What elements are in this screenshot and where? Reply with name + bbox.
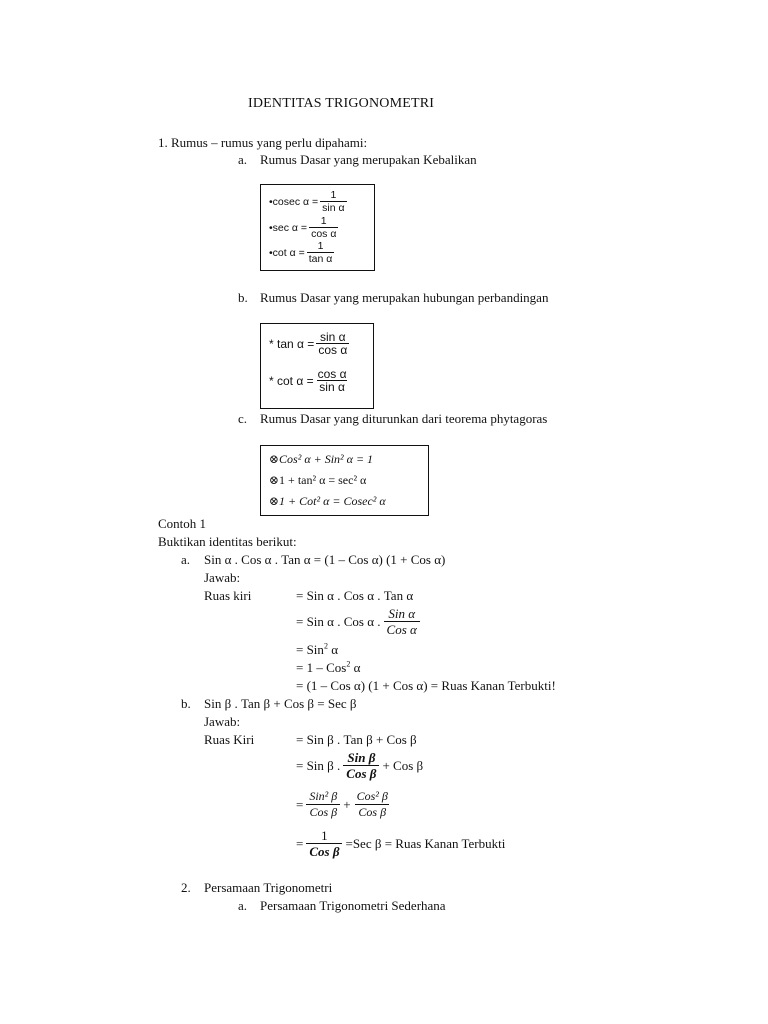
item-b-text: Rumus Dasar yang merupakan hubungan perbandingan xyxy=(260,290,549,305)
example-a-step5: = (1 – Cos α) (1 + Cos α) = Ruas Kanan Terbukti! xyxy=(296,678,556,693)
section-2-a-label: a. xyxy=(238,898,248,913)
example-b-label: b. xyxy=(181,696,191,711)
example-heading: Contoh 1 xyxy=(158,516,207,531)
formula-box-ratio xyxy=(260,323,374,409)
page-title: IDENTITAS TRIGONOMETRI xyxy=(248,96,435,111)
example-a-label: a. xyxy=(181,552,191,567)
example-intro: Buktikan identitas berikut: xyxy=(158,534,297,549)
example-a-statement: Sin α . Cos α . Tan α = (1 – Cos α) (1 + Cos α) xyxy=(204,552,446,567)
item-a-text: Rumus Dasar yang merupakan Kebalikan xyxy=(260,152,477,167)
example-b-step4: = 1 Cos β =Sec β = Ruas Kanan Terbukti xyxy=(296,828,506,859)
example-a-step2: = Sin α . Cos α . Sin α Cos α xyxy=(296,606,423,637)
formula-cot: •cot α = $\frac{1}{\text{tan α}}$ xyxy=(269,240,333,265)
item-b-label: b. xyxy=(238,290,248,305)
item-c-label: c. xyxy=(238,411,248,426)
example-b-ruas: Ruas Kiri xyxy=(204,732,255,747)
section-2-heading: Persamaan Trigonometri xyxy=(204,880,333,895)
formula-pyth-3: ⊗1 + Cot² α = Cosec² α xyxy=(269,494,386,508)
item-a-label: a. xyxy=(238,152,248,167)
section-1-heading: 1. Rumus – rumus yang perlu dipahami: xyxy=(158,135,368,150)
formula-tan: * tan α = $\frac{\text{sin α}}{\text{cos α}}$ xyxy=(269,330,348,357)
formula-pyth-1: ⊗Cos² α + Sin² α = 1 xyxy=(269,452,374,466)
formula-box-pythagoras xyxy=(260,445,429,516)
item-c-text: Rumus Dasar yang diturunkan dari teorema phytagoras xyxy=(260,411,548,426)
example-b-step3: = Sin² β Cos β + Cos² β Cos β xyxy=(296,789,388,819)
formula-pyth-2: ⊗1 + tan² α = sec² α xyxy=(269,473,367,487)
example-b-step1: = Sin β . Tan β + Cos β xyxy=(296,732,417,747)
formula-cot-ratio: * cot α = $\frac{\text{cos α}}{\text{sin α}}$ xyxy=(269,367,347,394)
formula-box-reciprocal xyxy=(260,184,375,271)
formula-sec: •sec α = $\frac{1}{\text{cos α}}$ xyxy=(269,215,337,240)
formula-cosec: •cosec α = $\frac{1}{\text{sin α}}$ xyxy=(269,189,345,214)
example-a-jawab: Jawab: xyxy=(204,570,241,585)
section-2-number: 2. xyxy=(181,880,191,895)
example-a-ruas: Ruas kiri xyxy=(204,588,252,603)
section-2-a-text: Persamaan Trigonometri Sederhana xyxy=(260,898,446,913)
example-b-step2: = Sin β . Sin β Cos β + Cos β xyxy=(296,750,424,781)
example-a-step1: = Sin α . Cos α . Tan α xyxy=(296,588,414,603)
example-a-step4: = 1 – Cos$^2$ α xyxy=(296,659,361,675)
example-b-statement: Sin β . Tan β + Cos β = Sec β xyxy=(204,696,357,711)
example-a-step3: = Sin$^2$ α xyxy=(296,641,338,657)
example-b-jawab: Jawab: xyxy=(204,714,241,729)
